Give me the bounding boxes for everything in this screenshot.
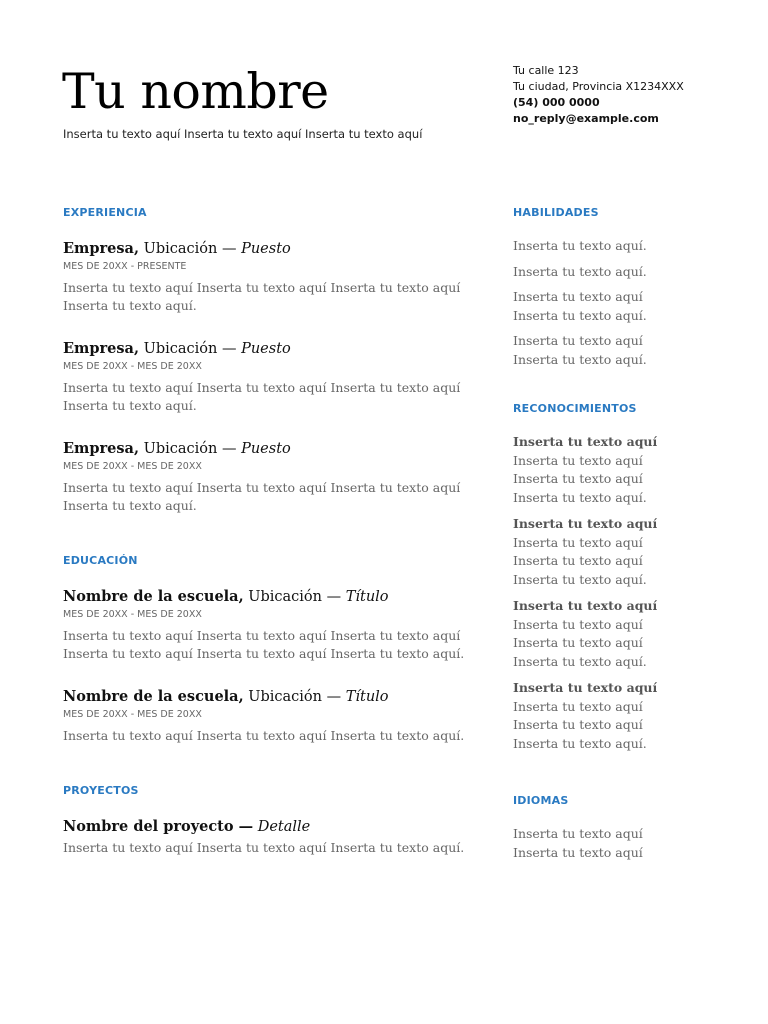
award-item bbox=[513, 433, 683, 507]
skills-section bbox=[513, 205, 683, 369]
award-item bbox=[513, 679, 683, 753]
section-heading-languages: IDIOMAS bbox=[513, 794, 569, 807]
entry-description: Inserta tu texto aquí Inserta tu texto aquí Inserta tu texto aquí. bbox=[63, 728, 465, 743]
languages-section bbox=[513, 793, 683, 862]
award-text: Inserta tu texto aquí Inserta tu texto aquí Inserta tu texto aquí. bbox=[513, 452, 647, 505]
skill-item: Inserta tu texto aquí. bbox=[513, 263, 647, 279]
resume-tagline: Inserta tu texto aquí Inserta tu texto aquí Inserta tu texto aquí bbox=[63, 127, 423, 141]
entry-location: Ubicación — bbox=[248, 689, 342, 705]
award-lead: Inserta tu texto aquí bbox=[513, 598, 658, 613]
entry-dates: MES DE 20XX - MES DE 20XX bbox=[63, 709, 202, 720]
project-detail: Detalle bbox=[257, 819, 311, 835]
entry-location: Ubicación — bbox=[143, 441, 237, 457]
entry-description: Inserta tu texto aquí Inserta tu texto aquí Inserta tu texto aquí Inserta tu texto aquí. bbox=[63, 280, 461, 313]
award-text: Inserta tu texto aquí Inserta tu texto aquí Inserta tu texto aquí. bbox=[513, 698, 647, 751]
contact-block bbox=[513, 63, 684, 127]
award-text: Inserta tu texto aquí Inserta tu texto aquí Inserta tu texto aquí. bbox=[513, 534, 647, 587]
entry-role: Título bbox=[345, 589, 389, 605]
experience-section bbox=[63, 205, 473, 515]
section-heading-education: EDUCACIÓN bbox=[63, 554, 138, 567]
entry-dates: MES DE 20XX - MES DE 20XX bbox=[63, 609, 202, 620]
skill-item: Inserta tu texto aquí. bbox=[513, 238, 647, 253]
main-column bbox=[63, 205, 473, 857]
entry-description: Inserta tu texto aquí Inserta tu texto aquí Inserta tu texto aquí Inserta tu texto aquí. bbox=[63, 480, 461, 513]
entry-org: Empresa, bbox=[63, 240, 140, 257]
contact-email[interactable]: no_reply@example.com bbox=[513, 112, 659, 125]
entry-role: Puesto bbox=[241, 341, 291, 357]
projects-section bbox=[63, 783, 473, 857]
award-lead: Inserta tu texto aquí bbox=[513, 434, 658, 449]
entry-title bbox=[63, 439, 473, 459]
entry-org: Empresa, bbox=[63, 340, 140, 357]
entry-dates: MES DE 20XX - MES DE 20XX bbox=[63, 461, 202, 472]
entry-org: Nombre de la escuela, bbox=[63, 688, 244, 705]
entry-dates: MES DE 20XX - PRESENTE bbox=[63, 261, 187, 272]
entry-description: Inserta tu texto aquí Inserta tu texto aquí Inserta tu texto aquí. bbox=[63, 840, 465, 855]
entry-title bbox=[63, 239, 473, 259]
entry-title bbox=[63, 817, 473, 837]
contact-street: Tu calle 123 bbox=[513, 64, 579, 77]
project-entry bbox=[63, 817, 473, 857]
entry-location: Ubicación — bbox=[248, 589, 342, 605]
entry-description: Inserta tu texto aquí Inserta tu texto aquí Inserta tu texto aquí Inserta tu texto aquí Inserta tu texto aquí Inserta tu texto aquí. bbox=[63, 628, 465, 661]
experience-entry bbox=[63, 239, 473, 315]
section-heading-awards: RECONOCIMIENTOS bbox=[513, 402, 637, 415]
entry-role: Título bbox=[345, 689, 389, 705]
section-heading-experience: EXPERIENCIA bbox=[63, 206, 147, 219]
skill-item: Inserta tu texto aquí Inserta tu texto aquí. bbox=[513, 333, 647, 367]
section-heading-skills: HABILIDADES bbox=[513, 206, 599, 219]
entry-dates: MES DE 20XX - MES DE 20XX bbox=[63, 361, 202, 372]
entry-title bbox=[63, 587, 473, 607]
award-item bbox=[513, 597, 683, 671]
award-item bbox=[513, 515, 683, 589]
languages-text: Inserta tu texto aquí Inserta tu texto aquí bbox=[513, 826, 643, 860]
entry-org: Nombre de la escuela, bbox=[63, 588, 244, 605]
awards-section bbox=[513, 401, 683, 753]
education-section bbox=[63, 553, 473, 745]
experience-entry bbox=[63, 439, 473, 515]
resume-name: Tu nombre bbox=[62, 63, 329, 120]
entry-location: Ubicación — bbox=[143, 341, 237, 357]
award-text: Inserta tu texto aquí Inserta tu texto aquí Inserta tu texto aquí. bbox=[513, 616, 647, 669]
experience-entry bbox=[63, 339, 473, 415]
entry-title bbox=[63, 687, 473, 707]
entry-role: Puesto bbox=[241, 241, 291, 257]
education-entry bbox=[63, 587, 473, 663]
entry-description: Inserta tu texto aquí Inserta tu texto aquí Inserta tu texto aquí Inserta tu texto aquí. bbox=[63, 380, 461, 413]
contact-city: Tu ciudad, Provincia X1234XXX bbox=[513, 80, 684, 93]
education-entry bbox=[63, 687, 473, 745]
award-lead: Inserta tu texto aquí bbox=[513, 680, 658, 695]
entry-org: Empresa, bbox=[63, 440, 140, 457]
contact-phone: (54) 000 0000 bbox=[513, 96, 600, 109]
entry-role: Puesto bbox=[241, 441, 291, 457]
section-heading-projects: PROYECTOS bbox=[63, 784, 139, 797]
skill-item: Inserta tu texto aquí Inserta tu texto aquí. bbox=[513, 289, 647, 323]
entry-location: Ubicación — bbox=[143, 241, 237, 257]
award-lead: Inserta tu texto aquí bbox=[513, 516, 658, 531]
project-name: Nombre del proyecto — bbox=[63, 818, 254, 835]
entry-title bbox=[63, 339, 473, 359]
side-column bbox=[513, 205, 683, 862]
